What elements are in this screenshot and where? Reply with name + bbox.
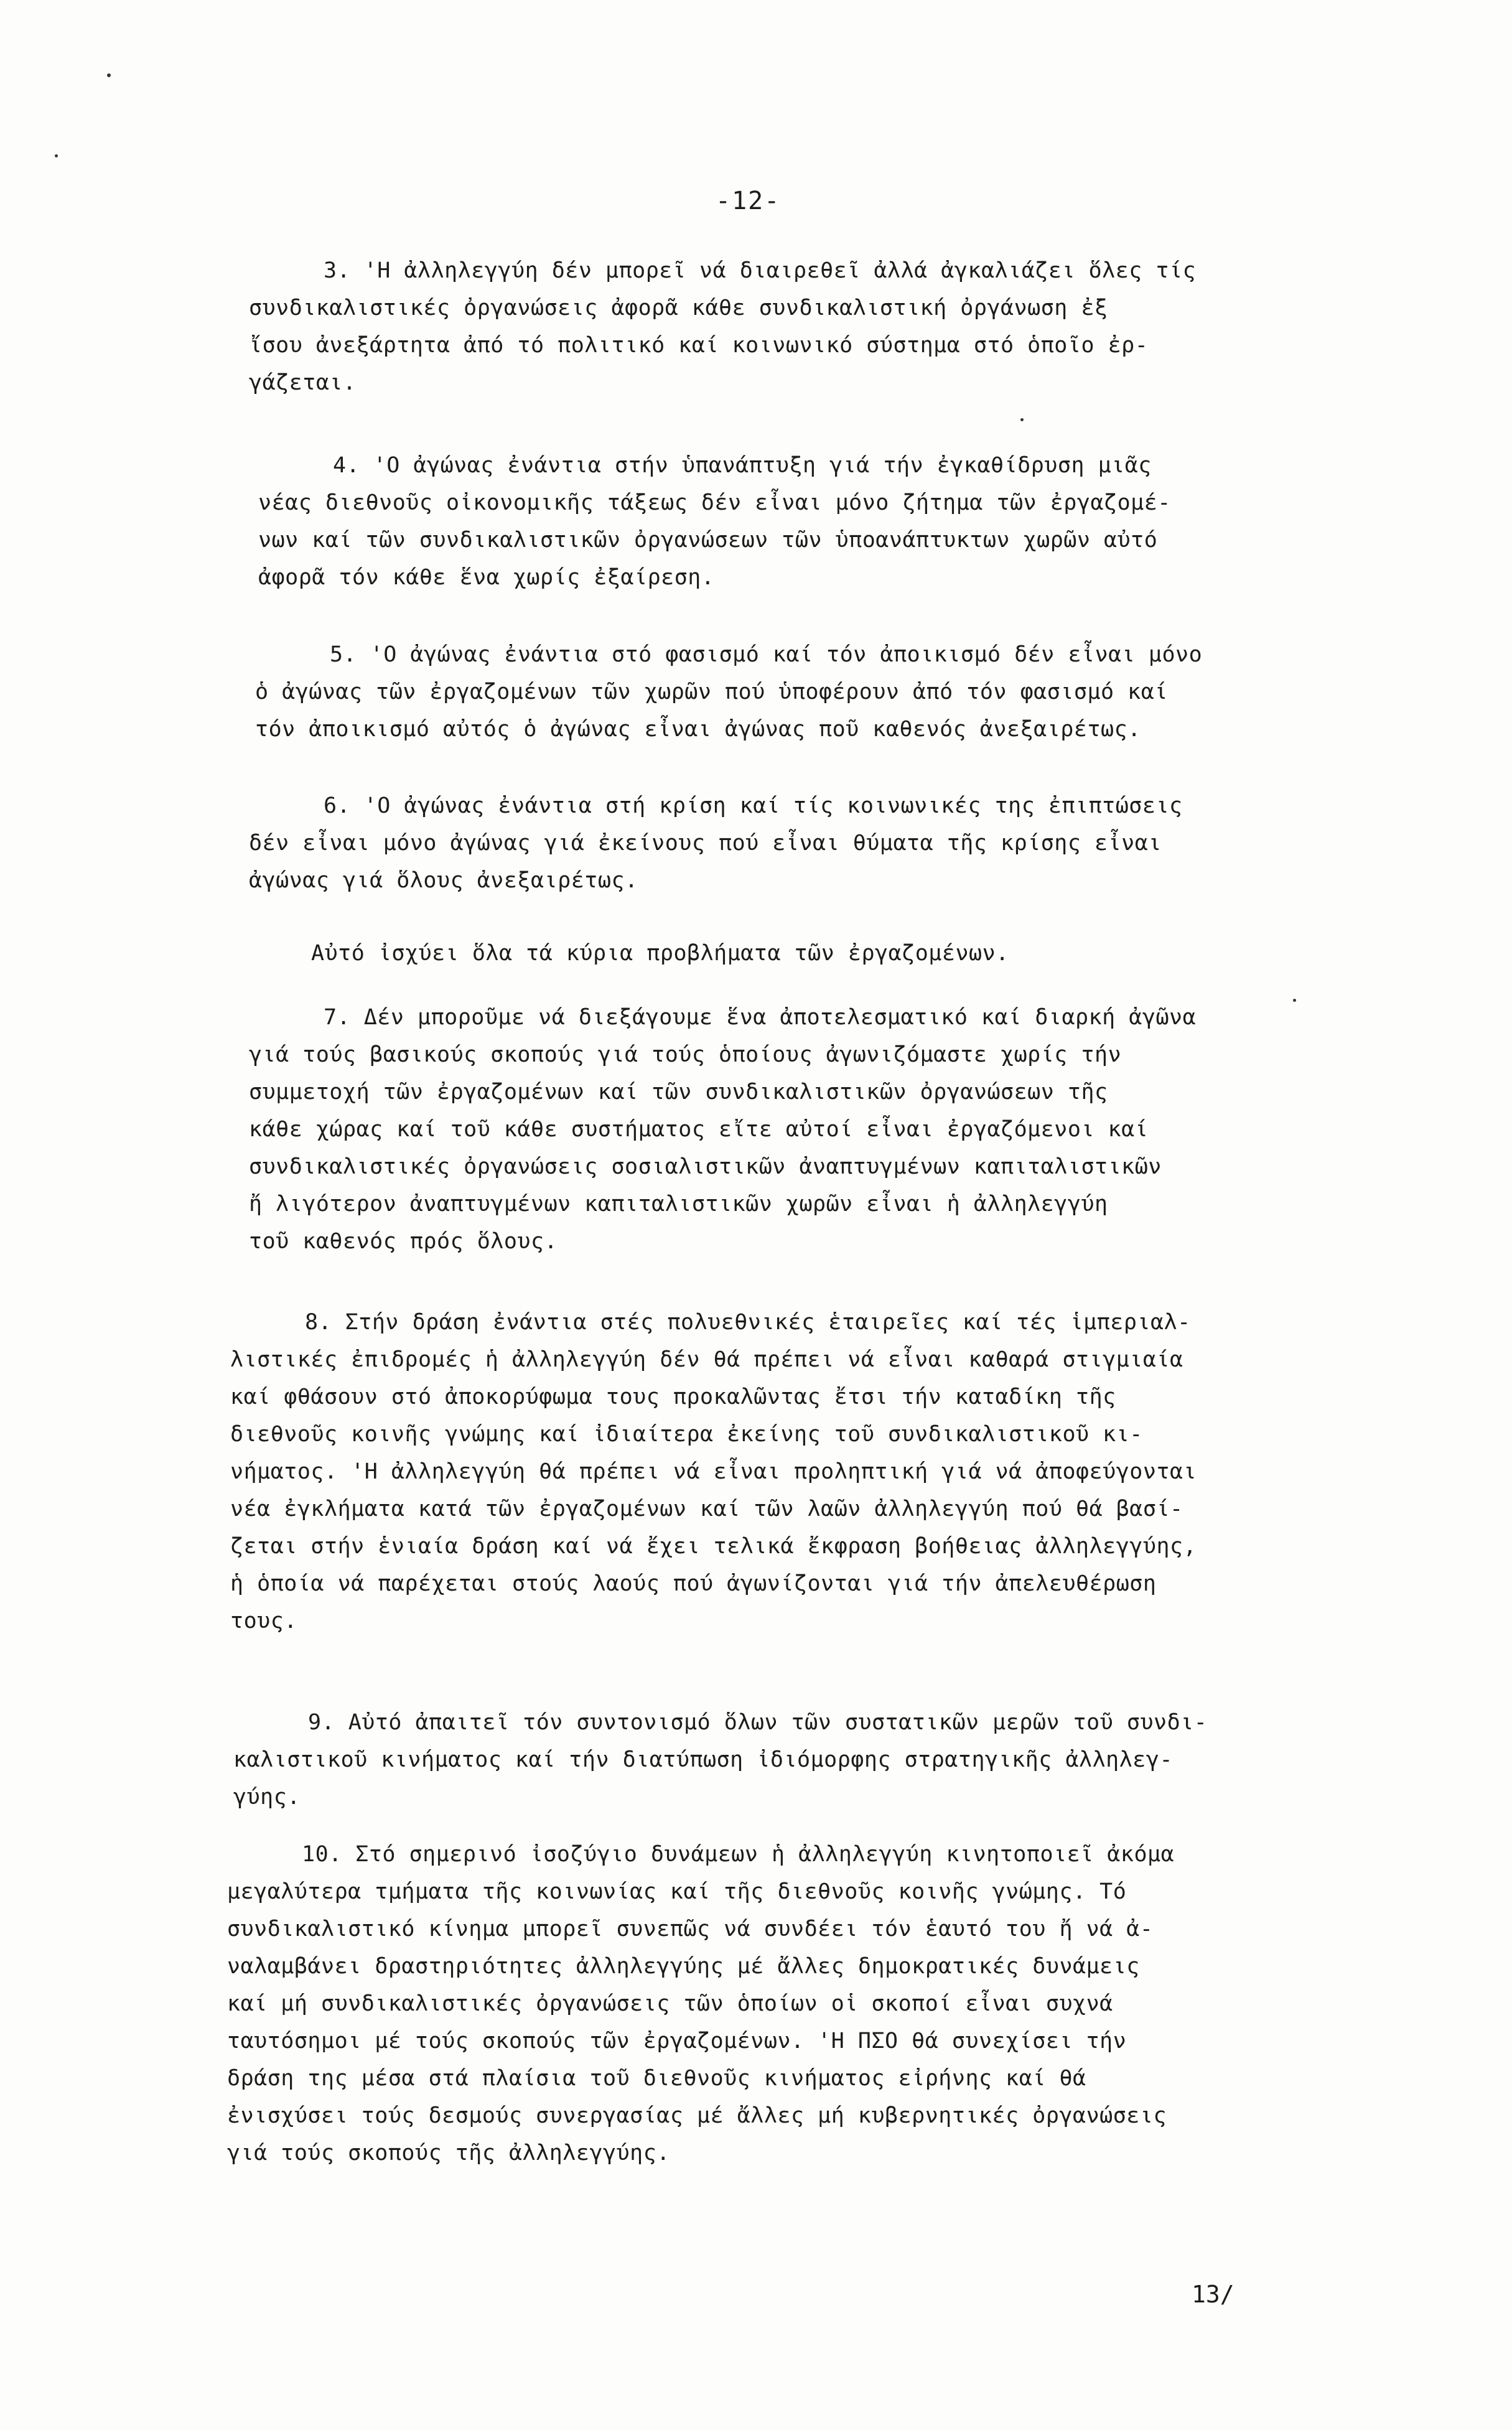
text-line: ἐνισχύσει τούς δεσμούς συνεργασίας μέ ἄλλες μή κυβερνητικές ὀργανώσεις bbox=[227, 2103, 1167, 2128]
text-line: 3. 'Η ἀλληλεγγύη δέν μπορεῖ νά διαιρεθεῖ ἀλλά ἀγκαλιάζει ὅλες τίς bbox=[324, 258, 1197, 283]
paragraph-6 bbox=[249, 787, 1183, 899]
text-line: ὁ ἀγώνας τῶν ἐργαζομένων τῶν χωρῶν πού ὑποφέρουν ἀπό τόν φασισμό καί bbox=[255, 680, 1168, 704]
page-number: -12- bbox=[716, 187, 781, 215]
continuation-marker: 13/ bbox=[1192, 2281, 1234, 2308]
scan-speck bbox=[1020, 418, 1024, 421]
scan-speck bbox=[55, 154, 58, 157]
text-line: 10. Στό σημερινό ἰσοζύγιο δυνάμεων ἡ ἀλληλεγγύη κινητοποιεῖ ἀκόμα bbox=[302, 1842, 1175, 1867]
text-line: καί μή συνδικαλιστικές ὀργανώσεις τῶν ὁποίων οἱ σκοποί εἶναι συχνά bbox=[227, 1991, 1113, 2016]
text-line: τόν ἀποικισμό αὐτός ὁ ἀγώνας εἶναι ἀγώνας ποῦ καθενός ἀνεξαιρέτως. bbox=[255, 717, 1141, 742]
text-line: γιά τούς βασικούς σκοπούς γιά τούς ὁποίους ἀγωνιζόμαστε χωρίς τήν bbox=[249, 1042, 1122, 1067]
text-line: ἴσου ἀνεξάρτητα ἀπό τό πολιτικό καί κοινωνικό σύστημα στό ὁποῖο ἐρ- bbox=[249, 333, 1149, 358]
text-line: μεγαλύτερα τμήματα τῆς κοινωνίας καί τῆς διεθνοῦς κοινῆς γνώμης. Τό bbox=[227, 1879, 1127, 1904]
text-line: νήματος. 'Η ἀλληλεγγύη θά πρέπει νά εἶναι προληπτική γιά νά ἀποφεύγονται bbox=[230, 1459, 1197, 1484]
text-line: ναλαμβάνει δραστηριότητες ἀλληλεγγύης μέ ἄλλες δημοκρατικές δυνάμεις bbox=[227, 1954, 1140, 1979]
text-line: ἡ ὁποία νά παρέχεται στούς λαούς πού ἀγωνίζονται γιά τήν ἀπελευθέρωση bbox=[230, 1571, 1157, 1596]
paragraph-5 bbox=[255, 636, 1202, 748]
text-line: συμμετοχή τῶν ἐργαζομένων καί τῶν συνδικαλιστικῶν ὀργανώσεων τῆς bbox=[249, 1080, 1108, 1105]
text-line: τοῦ καθενός πρός ὅλους. bbox=[249, 1229, 558, 1254]
text-line: συνδικαλιστικές ὀργανώσεις ἀφορᾶ κάθε συνδικαλιστική ὀργάνωση ἐξ bbox=[249, 296, 1108, 320]
text-line: 4. 'Ο ἀγώνας ἐνάντια στήν ὑπανάπτυξη γιά τήν ἐγκαθίδρυση μιᾶς bbox=[333, 453, 1152, 478]
text-line: γάζεται. bbox=[249, 370, 357, 395]
text-line: δέν εἶναι μόνο ἀγώνας γιά ἐκείνους πού εἶναι θύματα τῆς κρίσης εἶναι bbox=[249, 831, 1162, 856]
text-line: 7. Δέν μποροῦμε νά διεξάγουμε ἕνα ἀποτελεσματικό καί διαρκή ἀγῶνα bbox=[324, 1005, 1197, 1030]
text-line: ζεται στήν ἑνιαία δράση καί νά ἔχει τελικά ἔκφραση βοήθειας ἀλληλεγγύης, bbox=[230, 1534, 1197, 1559]
text-line: δράση της μέσα στά πλαίσια τοῦ διεθνοῦς κινήματος εἰρήνης καί θά bbox=[227, 2066, 1086, 2091]
text-line: νέας διεθνοῦς οἰκονομικῆς τάξεως δέν εἶναι μόνο ζήτημα τῶν ἐργαζομέ- bbox=[258, 490, 1171, 515]
paragraph-6-note bbox=[311, 935, 1009, 972]
text-line: λιστικές ἐπιδρομές ἡ ἀλληλεγγύη δέν θά πρέπει νά εἶναι καθαρά στιγμιαία bbox=[230, 1347, 1183, 1372]
text-line: 9. Αὐτό ἀπαιτεῖ τόν συντονισμό ὅλων τῶν συστατικῶν μερῶν τοῦ συνδι- bbox=[308, 1710, 1208, 1735]
scan-speck bbox=[1293, 999, 1296, 1002]
text-line: διεθνοῦς κοινῆς γνώμης καί ἰδιαίτερα ἐκείνης τοῦ συνδικαλιστικοῦ κι- bbox=[230, 1422, 1143, 1447]
text-line: 8. Στήν δράση ἐνάντια στές πολυεθνικές ἑταιρεῖες καί τές ἱμπεριαλ- bbox=[305, 1310, 1191, 1335]
text-line: συνδικαλιστικές ὀργανώσεις σοσιαλιστικῶν ἀναπτυγμένων καπιταλιστικῶν bbox=[249, 1154, 1162, 1179]
text-line: γιά τούς σκοπούς τῆς ἀλληλεγγύης. bbox=[227, 2141, 670, 2166]
paragraph-10 bbox=[227, 1836, 1174, 2172]
text-line: 6. 'Ο ἀγώνας ἐνάντια στή κρίση καί τίς κοινωνικές της ἐπιπτώσεις bbox=[324, 793, 1183, 818]
text-line: καί φθάσουν στό ἀποκορύφωμα τους προκαλῶντας ἔτσι τήν καταδίκη τῆς bbox=[230, 1385, 1116, 1409]
text-line: ἤ λιγότερον ἀναπτυγμένων καπιταλιστικῶν χωρῶν εἶναι ἡ ἀλληλεγγύη bbox=[249, 1192, 1108, 1217]
paragraph-8 bbox=[230, 1304, 1197, 1640]
text-line: ἀγώνας γιά ὅλους ἀνεξαιρέτως. bbox=[249, 868, 638, 893]
text-line: νων καί τῶν συνδικαλιστικῶν ὀργανώσεων τῶν ὑποανάπτυκτων χωρῶν αὐτό bbox=[258, 528, 1158, 553]
text-line: ταυτόσημοι μέ τούς σκοπούς τῶν ἐργαζομένων. 'Η ΠΣΟ θά συνεχίσει τήν bbox=[227, 2029, 1127, 2054]
paragraph-3 bbox=[249, 252, 1196, 401]
text-line: ἀφορᾶ τόν κάθε ἕνα χωρίς ἐξαίρεση. bbox=[258, 565, 715, 590]
text-line: τους. bbox=[230, 1609, 297, 1633]
text-line: 5. 'Ο ἀγώνας ἐνάντια στό φασισμό καί τόν ἀποικισμό δέν εἶναι μόνο bbox=[330, 642, 1203, 667]
paragraph-9 bbox=[233, 1704, 1207, 1816]
text-line: συνδικαλιστικό κίνημα μπορεῖ συνεπῶς νά συνδέει τόν ἑαυτό του ἤ νά ἀ- bbox=[227, 1917, 1154, 1942]
text-line: γύης. bbox=[233, 1785, 301, 1810]
text-line: καλιστικοῦ κινήματος καί τήν διατύπωση ἰδιόμορφης στρατηγικῆς ἀλληλεγ- bbox=[233, 1747, 1174, 1772]
text-line: Αὐτό ἰσχύει ὅλα τά κύρια προβλήματα τῶν ἐργαζομένων. bbox=[311, 941, 1009, 966]
paragraph-4 bbox=[258, 447, 1171, 596]
text-line: νέα ἐγκλήματα κατά τῶν ἐργαζομένων καί τῶν λαῶν ἀλληλεγγύη πού θά βασί- bbox=[230, 1497, 1183, 1521]
text-line: κάθε χώρας καί τοῦ κάθε συστήματος εἴτε αὐτοί εἶναι ἐργαζόμενοι καί bbox=[249, 1117, 1149, 1142]
scan-speck bbox=[107, 73, 111, 77]
paragraph-7 bbox=[249, 999, 1196, 1260]
